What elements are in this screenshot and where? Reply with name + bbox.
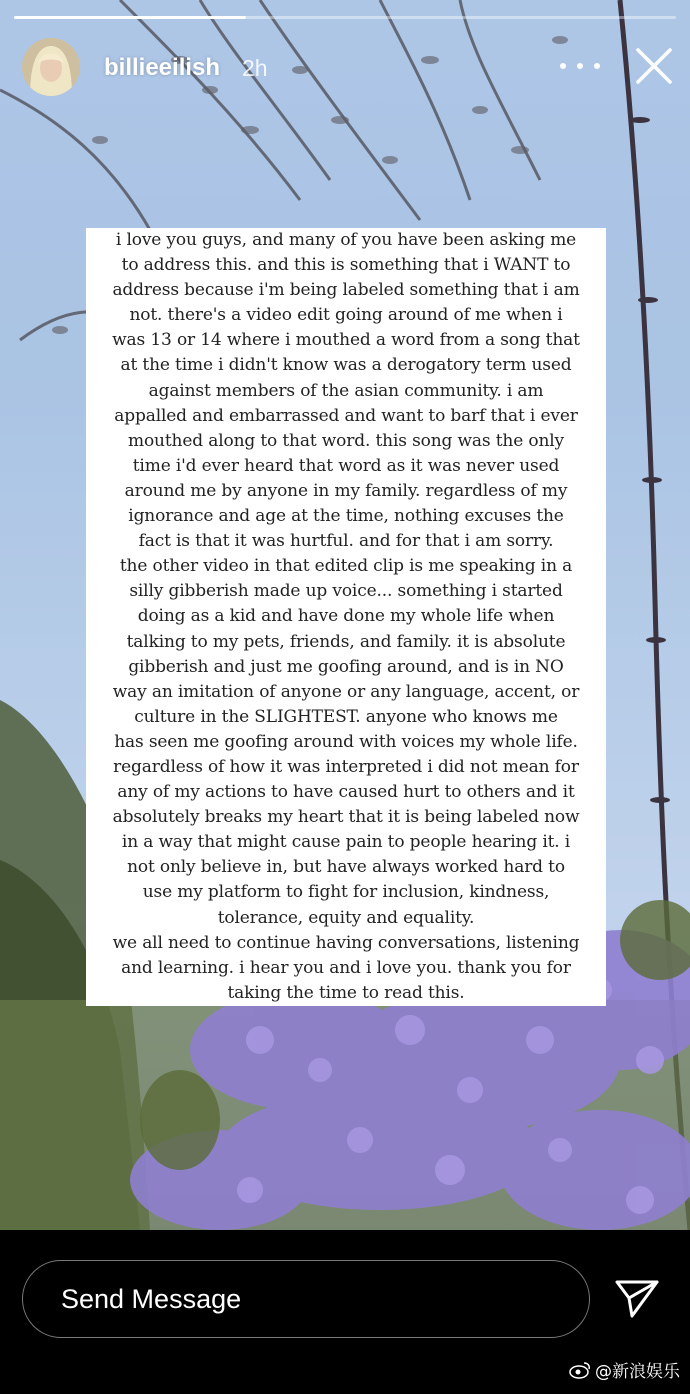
story-text-line: mouthed along to that word. this song was the only — [127, 430, 565, 451]
close-icon[interactable] — [634, 46, 674, 86]
reply-bar — [0, 1230, 690, 1394]
weibo-logo-icon — [569, 1361, 591, 1379]
story-text-line: talking to my pets, friends, and family. it is absolute — [126, 631, 566, 652]
more-dot — [577, 63, 583, 69]
story-text-card — [86, 228, 606, 1006]
watermark-text: @新浪娱乐 — [595, 1362, 680, 1382]
send-message-input[interactable] — [22, 1260, 590, 1338]
story-text-line: and learning. i hear you and i love you. thank you for — [121, 957, 571, 978]
story-text-line: doing as a kid and have done my whole life when — [137, 606, 555, 627]
story-progress-fill — [14, 16, 246, 19]
story-text-line: tolerance, equity and equality. — [217, 907, 475, 928]
story-text-line: culture in the SLIGHTEST. anyone who knows me — [134, 706, 558, 727]
story-text-line: regardless of how it was interpreted i did not mean for — [113, 756, 579, 777]
story-text-line: gibberish and just me goofing around, and is in NO — [128, 656, 564, 677]
story-username[interactable]: billieeilish — [104, 54, 221, 81]
send-icon[interactable] — [614, 1278, 660, 1320]
story-text-line: at the time i didn't know was a derogatory term used — [120, 355, 572, 376]
more-icon[interactable] — [560, 50, 600, 82]
avatar-image — [22, 38, 80, 96]
story-text-line: we all need to continue having conversations, listening — [112, 932, 580, 953]
story-text-line: fact is that it was hurtful. and for that i am sorry. — [138, 531, 554, 552]
story-progress-bar — [14, 16, 676, 19]
story-text-line: use my platform to fight for inclusion, kindness, — [142, 882, 550, 903]
story-text-line: has seen me goofing around with voices my whole life. — [114, 731, 578, 752]
story-text-line: against members of the asian community. i am — [148, 380, 544, 401]
story-text-line: the other video in that edited clip is me speaking in a — [119, 556, 573, 577]
story-text-line: address because i'm being labeled something that i am — [112, 280, 580, 301]
story-text-line: absolutely breaks my heart that it is being labeled now — [112, 807, 580, 828]
more-dot — [594, 63, 600, 69]
story-text-line: appalled and embarrassed and want to barf that i ever — [114, 405, 578, 426]
story-text-line: any of my actions to have caused hurt to others and it — [117, 782, 575, 803]
story-text-line: silly gibberish made up voice... something i started — [129, 581, 563, 602]
story-text-line: not only believe in, but have always worked hard to — [127, 857, 565, 878]
story-text-line: to address this. and this is something that i WANT to — [121, 255, 571, 276]
more-dot — [560, 63, 566, 69]
story-text-line: taking the time to read this. — [227, 982, 465, 1003]
watermark — [569, 1357, 680, 1382]
story-text-line: in a way that might cause pain to people hearing it. i — [121, 832, 571, 853]
story-text-line: i love you guys, and many of you have been asking me — [115, 230, 577, 250]
story-text-line: was 13 or 14 where i mouthed a word from a song that — [112, 330, 580, 351]
story-timestamp: 2h — [242, 55, 268, 81]
story-text-line: ignorance and age at the time, nothing excuses the — [128, 506, 564, 527]
story-text-line: time i'd ever heard that word as it was never used — [132, 455, 560, 476]
story-text-line: around me by anyone in my family. regardless of my — [124, 480, 568, 501]
story-text-line: not. there's a video edit going around of me when i — [129, 305, 563, 326]
story-text-line: way an imitation of anyone or any language, accent, or — [112, 681, 580, 702]
story-header — [22, 38, 672, 98]
avatar[interactable] — [22, 38, 80, 96]
